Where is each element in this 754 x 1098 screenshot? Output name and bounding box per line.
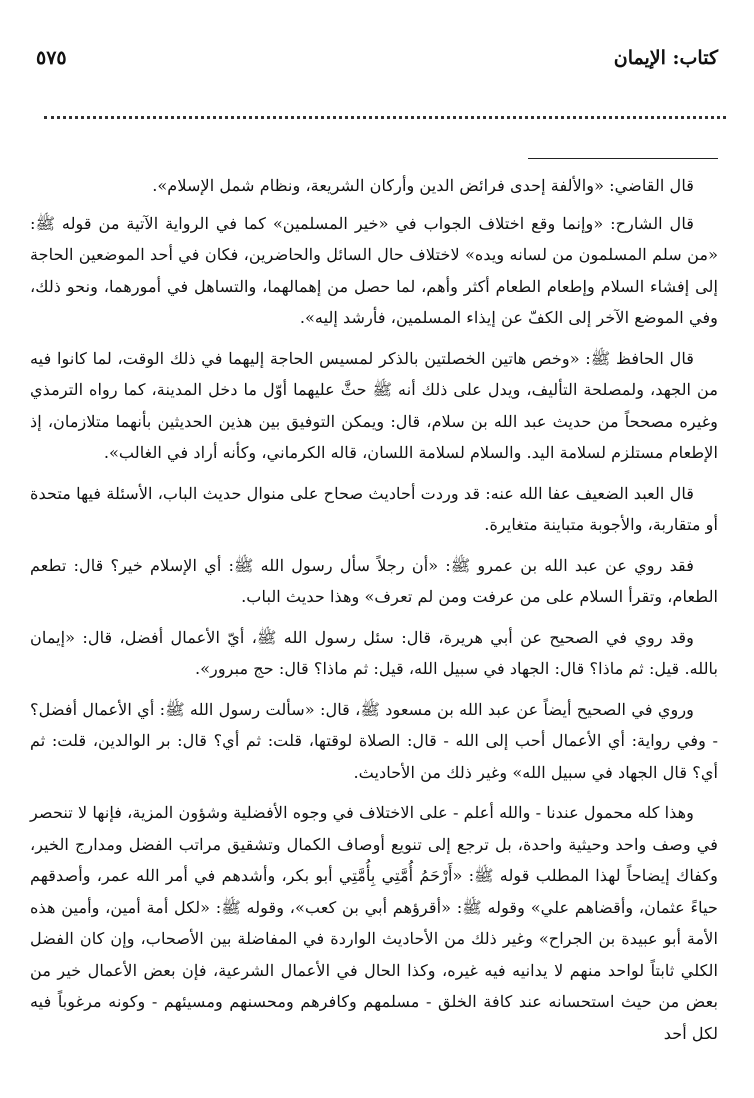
paragraph-sharih-quote: قال الشارح: «وإنما وقع اختلاف الجواب في «خير المسلمين» كما في الرواية الآتية من قوله ﷺ: «من سلم المسلمون من لسانه ويده» لاختلاف حال السائل والحاضرين، فكان في أحد الموضعين الحاجة إلى إفشاء السلام وإطعام الطعام أكثر وأهم، لما حصل من إهمالهما، والتساهل في أمورهما، ونحو ذلك، وفي الموضع الآخر إلى الكفّ عن إيذاء المسلمين، فأرشد إليه». <box>30 213 718 327</box>
section-divider <box>528 158 718 159</box>
paragraph-abu-hurayra-hadith: وقد روي في الصحيح عن أبي هريرة، قال: سئل رسول الله ﷺ، أيّ الأعمال أفضل، قال: «إيمان بالله. قيل: ثم ماذا؟ قال: الجهاد في سبيل الله، قيل: ثم ماذا؟ قال: حج مبرور». <box>30 627 718 678</box>
body-text <box>30 170 718 1058</box>
page-title: كتاب: الإيمان <box>613 47 718 69</box>
paragraph-ibn-amr-hadith: فقد روي عن عبد الله بن عمرو ﷺ: «أن رجلاً سأل رسول الله ﷺ: أي الإسلام خير؟ قال: تطعم الطعام، وتقرأ السلام على من عرفت ومن لم تعرف» وهذا حديث الباب. <box>30 555 718 606</box>
page-header <box>36 40 718 76</box>
paragraph-hafiz-quote: قال الحافظ ﷺ: «وخص هاتين الخصلتين بالذكر لمسيس الحاجة إليهما في ذلك الوقت، لما كانوا فيه من الجهد، ولمصلحة التأليف، ويدل على ذلك أنه ﷺ حثَّ عليهما أوّل ما دخل المدينة، كما رواه الترمذي وغيره مصححاً من حديث عبد الله بن سلام، قال: ويمكن التوفيق بين هذين الحديثين بأنهما متلازمان، إذ الإطعام مستلزم لسلامة اليد. والسلام لسلامة اللسان، قاله الكرماني، وكأنه أراد في الغالب». <box>30 348 718 462</box>
page-number: ٥٧٥ <box>36 47 67 69</box>
paragraph-qadi-quote: قال القاضي: «والألفة إحدى فرائض الدين وأركان الشريعة، ونظام شمل الإسلام». <box>152 176 694 195</box>
header-dotted-divider <box>44 116 726 119</box>
paragraph-author-comment: قال العبد الضعيف عفا الله عنه: قد وردت أحاديث صحاح على منوال حديث الباب، الأسئلة فيها متحدة أو متقاربة، والأجوبة متباينة متغايرة. <box>30 483 718 534</box>
paragraph-explanation: وهذا كله محمول عندنا - والله أعلم - على الاختلاف في وجوه الأفضلية وشؤون المزية، فإنها لا تنحصر في وصف واحد وحيثية واحدة، بل ترجع إلى تنويع أوصاف الكمال وتشقيق مراتب الفضل ومدارج الخير، وكفاك إيضاحاً لهذا المطلب قوله ﷺ: «أَرْحَمُ أُمَّتِي بِأُمَّتِي أبو بكر، وأشدهم في أمر الله عمر، وأصدقهم حياءً عثمان، وأقضاهم علي» وقوله ﷺ: «أقرؤهم أبي بن كعب»، وقوله ﷺ: «لكل أمة أمين، وأمين هذه الأمة أبو عبيدة بن الجراح» وغير ذلك من الأحاديث الواردة في المفاضلة بين الأصحاب، وإن كان الفضل الكلي ثابتاً لواحد منهم لا يدانيه فيه غيره، وكذا الحال في الأعمال الشرعية، فإن بعض الأعمال خير من بعض من حيث استحسانه عند كافة الخلق - مسلمهم وكافرهم ومحسنهم ومسيئهم - وكونه مرغوباً فيه لكل أحد <box>30 803 718 1043</box>
paragraph-ibn-masud-hadith: وروي في الصحيح أيضاً عن عبد الله بن مسعود ﷺ، قال: «سألت رسول الله ﷺ: أي الأعمال أفضل؟ - وفي رواية: أي الأعمال أحب إلى الله - قال: الصلاة لوقتها، قلت: ثم أي؟ قال: بر الوالدين، قلت: ثم أي؟ قال الجهاد في سبيل الله» وغير ذلك من الأحاديث. <box>30 699 718 782</box>
